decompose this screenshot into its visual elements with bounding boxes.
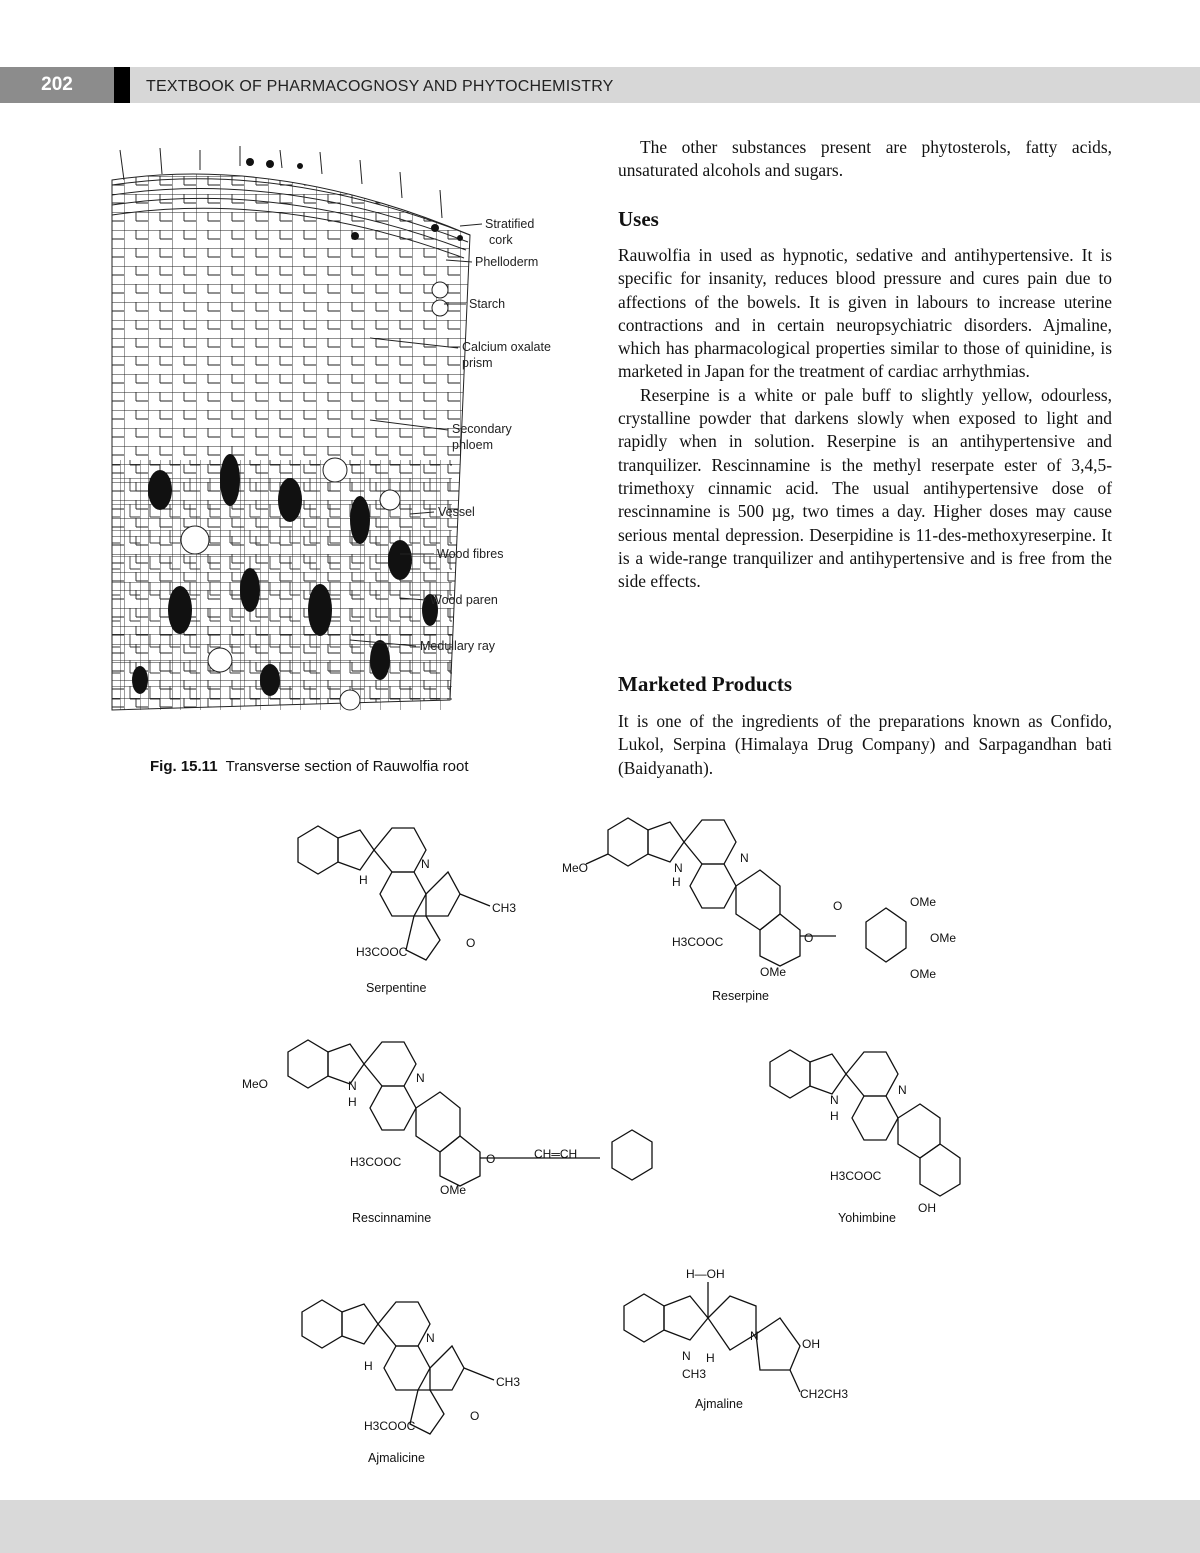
svg-text:H: H	[348, 1095, 357, 1109]
svg-text:CH3: CH3	[492, 901, 517, 915]
svg-text:H: H	[672, 875, 681, 889]
uses-paragraph-1: Rauwolfia in used as hypnotic, sedative and antihypertensive. It is specific for insanity, reduces blood pressure and cures pain due to affections of the bowels. It is given in labours to increase uterine contractions and in certain neuropsychiatric disorders. Ajmaline, which has pharmacological properties similar to those of quinidine, is marketed in Japan for the treatment of cardiac arrhythmias.	[618, 245, 1112, 382]
svg-text:O: O	[804, 931, 814, 945]
ajmalicine-structure	[302, 1300, 520, 1465]
rescinnamine-structure	[242, 1040, 652, 1225]
svg-text:N: N	[740, 851, 749, 865]
caption-text: Transverse section of Rauwolfia root	[225, 758, 469, 775]
svg-text:OMe: OMe	[440, 1183, 467, 1197]
ajmaline-structure	[624, 1267, 848, 1411]
svg-text:N: N	[682, 1349, 691, 1363]
svg-text:O: O	[833, 899, 843, 913]
svg-text:MeO: MeO	[562, 861, 589, 875]
svg-text:N: N	[830, 1093, 839, 1107]
svg-text:H—OH: H—OH	[686, 1267, 725, 1281]
label-cork: cork	[489, 233, 513, 247]
svg-text:H3COOC: H3COOC	[830, 1169, 882, 1183]
label-medullary-ray: Medullary ray	[420, 639, 496, 653]
svg-text:O: O	[470, 1409, 480, 1423]
svg-text:OMe: OMe	[910, 967, 937, 981]
svg-text:N: N	[750, 1329, 759, 1343]
svg-text:N: N	[898, 1083, 907, 1097]
svg-text:CH2CH3: CH2CH3	[800, 1387, 849, 1401]
svg-text:N: N	[421, 857, 430, 871]
serpentine-name: Serpentine	[366, 981, 427, 995]
svg-text:H: H	[359, 873, 368, 887]
ajmaline-name: Ajmaline	[695, 1397, 743, 1411]
svg-text:N: N	[426, 1331, 435, 1345]
svg-text:OMe: OMe	[930, 931, 957, 945]
label-phelloderm: Phelloderm	[475, 255, 539, 269]
svg-text:OMe: OMe	[760, 965, 787, 979]
label-vessel: Vessel	[438, 505, 475, 519]
svg-text:H: H	[364, 1359, 373, 1373]
svg-text:H: H	[706, 1351, 715, 1365]
reserpine-structure	[562, 818, 956, 1003]
page-footer-band	[0, 1500, 1200, 1553]
label-secondary: Secondary	[452, 422, 512, 436]
svg-text:H3COOC: H3COOC	[350, 1155, 402, 1169]
svg-text:N: N	[416, 1071, 425, 1085]
svg-text:OMe: OMe	[910, 895, 937, 909]
yohimbine-name: Yohimbine	[838, 1211, 896, 1225]
label-wood-fibres: Wood fibres	[437, 547, 504, 561]
svg-text:H3COOC: H3COOC	[364, 1419, 416, 1433]
svg-text:O: O	[486, 1152, 496, 1166]
marketed-products-heading: Marketed Products	[618, 672, 792, 696]
uses-paragraph-2: Reserpine is a white or pale buff to slightly yellow, odourless, crystalline powder that darkens slowly when exposed to light and rapidly when in solution. Reserpine is an antihypertensive and tranquilizer. Rescinnamine is the methyl reserpate ester of 3,4,5-trimethoxy cinnamic acid. The usual antihypertensive dose of rescinnamine is 500 µg, two times a day. Higher doses may cause serious mental depression. Deserpidine is 11-des-methoxyreserpine. It is a wide-range tranquilizer and antihypertensive and is free from the side effects.	[618, 384, 1112, 592]
label-wood-paren: Wood paren	[430, 593, 498, 607]
svg-text:N: N	[348, 1079, 357, 1093]
page-number: 202	[0, 67, 114, 103]
svg-text:CH3: CH3	[682, 1367, 707, 1381]
rescinnamine-name: Rescinnamine	[352, 1211, 432, 1225]
ajmalicine-name: Ajmalicine	[368, 1451, 425, 1465]
svg-text:H3COOC: H3COOC	[672, 935, 724, 949]
svg-text:OH: OH	[918, 1201, 936, 1215]
label-starch: Starch	[469, 297, 506, 311]
reserpine-name: Reserpine	[712, 989, 769, 1003]
running-title: TEXTBOOK OF PHARMACOGNOSY AND PHYTOCHEMISTRY	[146, 78, 614, 95]
yohimbine-structure	[770, 1050, 960, 1225]
svg-text:OH: OH	[802, 1337, 820, 1351]
svg-text:O: O	[466, 936, 476, 950]
serpentine-structure	[298, 826, 516, 995]
svg-text:CH═CH: CH═CH	[534, 1147, 578, 1161]
label-phloem: phloem	[452, 438, 493, 452]
svg-text:H3COOC: H3COOC	[356, 945, 408, 959]
svg-text:H: H	[830, 1109, 839, 1123]
intro-paragraph: The other substances present are phytosterols, fatty acids, unsaturated alcohols and sugars.	[618, 137, 1112, 181]
label-calcium-oxalate: Calcium oxalate	[462, 340, 551, 354]
marketed-products-paragraph: It is one of the ingredients of the preparations known as Confido, Lukol, Serpina (Himalaya Drug Company) and Sarpagandhan bati (Baidyanath).	[618, 711, 1112, 778]
caption-number: Fig. 15.11	[150, 758, 218, 775]
svg-text:MeO: MeO	[242, 1077, 269, 1091]
label-prism: prism	[462, 356, 493, 370]
svg-text:CH3: CH3	[496, 1375, 521, 1389]
label-stratified: Stratified	[485, 217, 535, 231]
svg-text:N: N	[674, 861, 683, 875]
uses-heading: Uses	[618, 207, 659, 231]
